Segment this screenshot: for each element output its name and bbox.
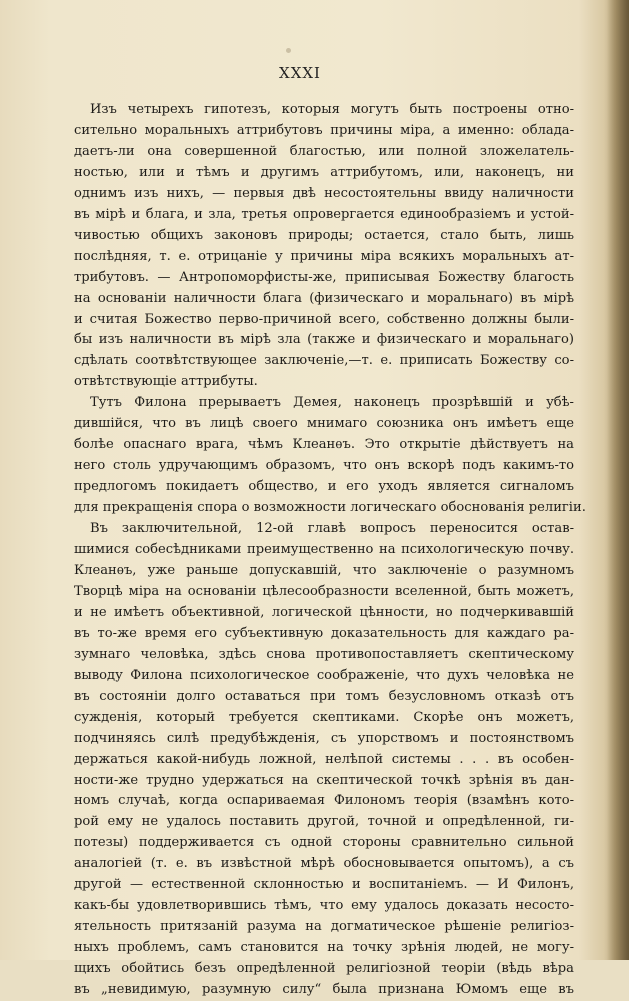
text-line: даетъ-ли она совершенной благостью, или полной зложелатель- [74, 143, 574, 159]
text-line: однимъ изъ нихъ, — первыя двѣ несостоятельны ввиду наличности [74, 185, 574, 201]
text-line: въ мірѣ и блага, и зла, третья опровергается единообразіемъ и устой- [74, 206, 574, 222]
text-line: Тутъ Филона прерываетъ Демея, наконецъ прозрѣвшій и убѣ- [90, 395, 574, 411]
text-line: дившійся, что въ лицѣ своего мнимаго союзника онъ имѣетъ еще [74, 416, 574, 432]
text-line: номъ случаѣ, когда оспариваемая Филономъ теорія (взамѣнъ кото- [74, 793, 574, 809]
text-line: бы изъ наличности въ мірѣ зла (также и физическаго и моральнаго) [74, 332, 574, 348]
text-line: трибутовъ. — Антропоморфисты-же, приписывая Божеству благость [74, 269, 574, 285]
text-line: него столь удручающимъ образомъ, что онъ вскорѣ подъ какимъ-то [74, 458, 574, 474]
body-text [74, 100, 586, 1001]
text-line: на основаніи наличности блага (физическаго и моральнаго) въ мірѣ [74, 290, 574, 306]
text-line: ностью, или и тѣмъ и другимъ аттрибутомъ, или, наконецъ, ни [74, 164, 574, 180]
text-line: выводу Филона психологическое соображеніе, что духъ человѣка не [74, 667, 574, 683]
text-line: подчиняясь силѣ предубѣжденія, съ упорствомъ и постоянствомъ [74, 730, 574, 746]
text-line: ности-же трудно удержаться на скептической точкѣ зрѣнія въ дан- [74, 772, 574, 788]
text-line: чивостью общихъ законовъ природы; остается, стало быть, лишь [74, 227, 574, 243]
text-line: Творцѣ міра на основаніи цѣлесообразности вселенной, быть можетъ, [74, 583, 574, 599]
text-line: какъ-бы удовлетворившись тѣмъ, что ему удалось доказать несосто- [74, 898, 574, 914]
text-line: и считая Божество перво-причиной всего, собственно должны были- [74, 311, 574, 327]
text-line: другой — естественной склонностью и воспитаніемъ. — И Филонъ, [74, 877, 574, 893]
text-line: сужденія, который требуется скептиками. Скорѣе онъ можетъ, [74, 709, 574, 725]
page-number-header: XXXI [279, 64, 321, 82]
text-line: для прекращенія спора о возможности логическаго обоснованія религіи. [74, 500, 586, 516]
text-line: сительно моральныхъ аттрибутовъ причины міра, а именно: облада- [74, 122, 574, 138]
text-line: ятельность притязаній разума на догматическое рѣшеніе религіоз- [74, 919, 574, 935]
text-line: рой ему не удалось поставить другой, точной и опредѣленной, ги- [74, 814, 574, 830]
text-line: зумнаго человѣка, здѣсь снова противопоставляетъ скептическому [74, 646, 574, 662]
text-line: потезы) поддерживается съ одной стороны сравнительно сильной [74, 835, 574, 851]
text-line: предлогомъ покидаетъ обществo, и его уходъ является сигналомъ [74, 479, 574, 495]
text-line: щихъ обойтись безъ опредѣленной религіозной теоріи (вѣдь вѣра [74, 961, 574, 977]
text-line: шимися собесѣдниками преимущественно на психологическую почву. [74, 542, 574, 558]
text-line: въ состояніи долго оставаться при томъ безусловномъ отказѣ отъ [74, 688, 574, 704]
text-line: Клеанѳъ, уже раньше допускавшій, что заключеніе о разумномъ [74, 562, 574, 578]
text-line: Въ заключительной, 12-ой главѣ вопросъ переносится остав- [90, 521, 574, 537]
text-line: послѣдняя, т. е. отрицаніе у причины міра всякихъ моральныхъ ат- [74, 248, 574, 264]
text-line: болѣе опаснаго врага, чѣмъ Клеанѳъ. Это открытіе дѣйствуетъ на [74, 437, 574, 453]
text-line: ныхъ проблемъ, самъ становится на точку зрѣнія людей, не могу- [74, 940, 574, 956]
ink-speck [286, 48, 291, 53]
text-line: аналогіей (т. е. въ извѣстной мѣрѣ обосновывается опытомъ), а съ [74, 856, 574, 872]
text-line: держаться какой-нибудь ложной, нелѣпой системы . . . въ особен- [74, 751, 574, 767]
text-line: сдѣлать соотвѣтствующее заключеніе,—т. е. приписать Божеству со- [74, 353, 574, 369]
book-spine-shadow [607, 0, 629, 960]
text-line: въ „невидимую, разумную силу“ была признана Юмомъ еще въ [74, 982, 574, 998]
text-line: Изъ четырехъ гипотезъ, которыя могутъ быть построены отно- [90, 102, 574, 117]
text-line: отвѣтствующіе аттрибуты. [74, 374, 258, 390]
text-line: въ то-же время его субъективную доказательность для каждаго ра- [74, 625, 574, 641]
text-line: и не имѣетъ объективной, логической цѣнности, но подчеркивавшій [74, 604, 574, 620]
